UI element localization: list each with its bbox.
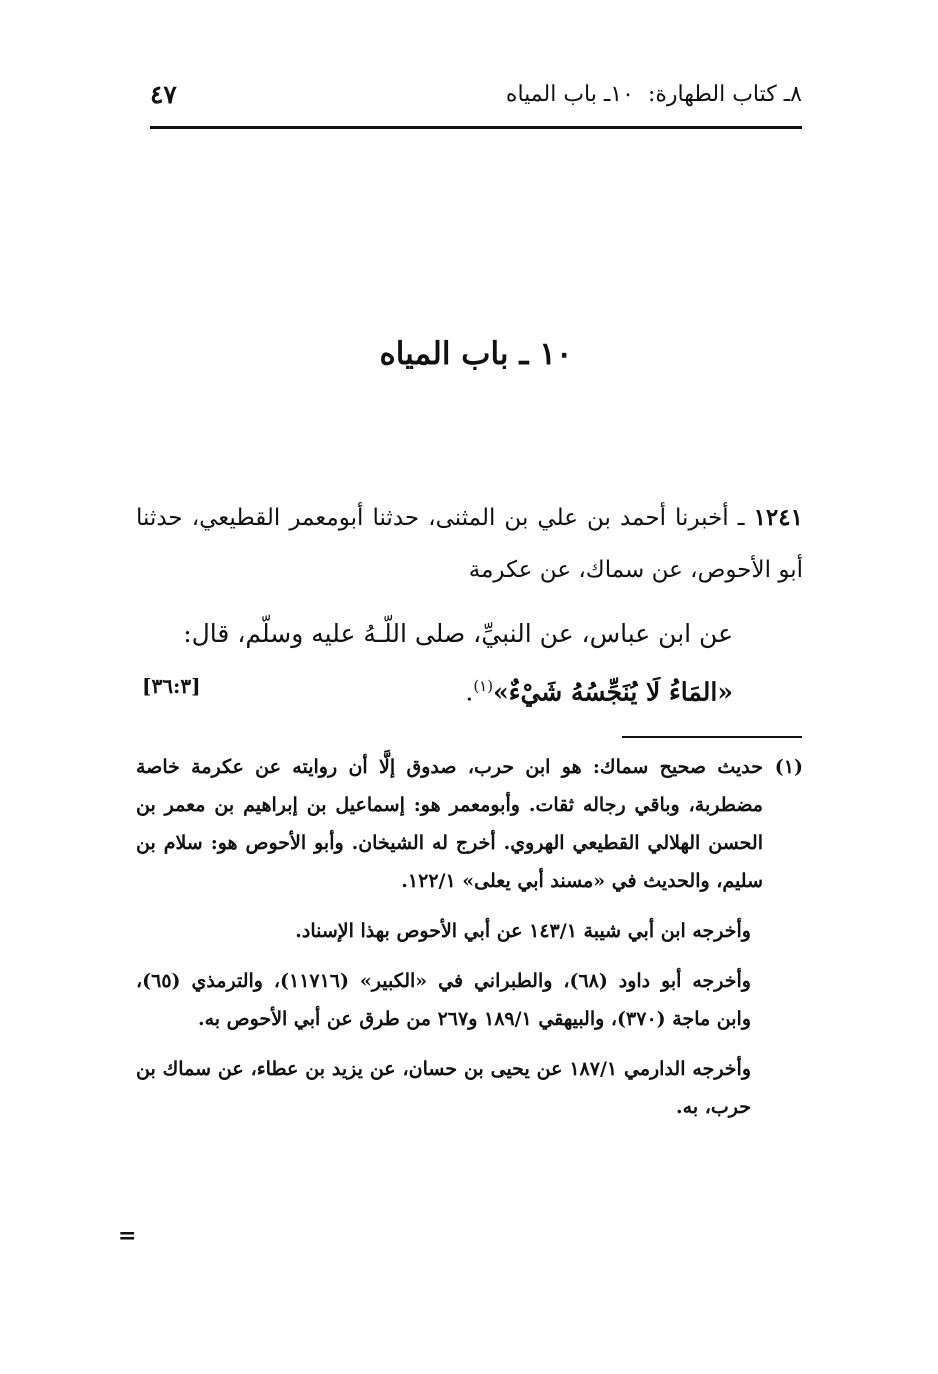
hadith-matn <box>136 608 803 718</box>
hadith-end: . <box>465 677 474 707</box>
footnotes <box>136 748 803 1126</box>
footnote-separator <box>622 736 802 738</box>
header-title <box>506 78 802 112</box>
footnote-para-4: وأخرجه الدارمي ١٨٧/١ عن يحيى بن حسان، عن يزيد بن عطاء، عن سماك بن حرب، به. <box>136 1058 751 1118</box>
chapter-heading: ١٠ ـ باب المياه <box>379 336 573 372</box>
footnote-1-text: حديث صحيح سماك: هو ابن حرب، صدوق إلَّا أن روايته عن عكرمة خاصة مضطربة، وباقي رجاله ثقات. وأبومعمر هو: إسماعيل بن إبراهيم بن معمر بن الحسن الهلالي القطيعي الهروي. أخرج له الشيخان. وأبو الأحوص هو: سلام بن سليم، والحديث في «مسند أبي يعلى» ١٢٢/١. <box>136 756 763 892</box>
footnote-1 <box>136 748 803 900</box>
hadith-quote: «المَاءُ لَا يُنَجِّسُهُ شَيْءٌ» <box>493 677 733 707</box>
hadith-isnad <box>136 492 803 596</box>
footnote-marker: (١) <box>774 756 803 778</box>
continuation-mark: = <box>118 1223 137 1249</box>
main-text <box>136 492 803 718</box>
header-chapter: ١٠ـ باب المياه <box>505 82 634 107</box>
footnote-reference: (١) <box>473 677 494 695</box>
footnote-para-3: وأخرجه أبو داود (٦٨)، والطبراني في «الكبير» (١١٧١٦)، والترمذي (٦٥)، وابن ماجة (٣٧٠)، والبيهقي ١٨٩/١ و٢٦٧ من طرق عن أبي الأحوص به. <box>136 970 751 1030</box>
footnote-para-2: وأخرجه ابن أبي شيبة ١٤٣/١ عن أبي الأحوص بهذا الإسناد. <box>295 920 751 942</box>
hadith-isnad-text: ـ أخبرنا أحمد بن علي بن المثنى، حدثنا أبومعمر القطيعي، حدثنا أبو الأحوص، عن سماك، عن عكرمة <box>136 505 803 583</box>
page-number: ٤٧ <box>150 80 177 109</box>
hadith-matn-intro: عن ابن عباس، عن النبيِّ، صلى اللّـهُ عليه وسلّم، قال: <box>183 619 733 648</box>
hadith-number: ١٢٤١ <box>753 504 803 531</box>
cross-reference: [٣٦:٣] <box>142 674 201 699</box>
header-rule <box>150 126 802 129</box>
running-header <box>150 78 802 118</box>
header-book: ٨ـ كتاب الطهارة: <box>647 82 802 107</box>
